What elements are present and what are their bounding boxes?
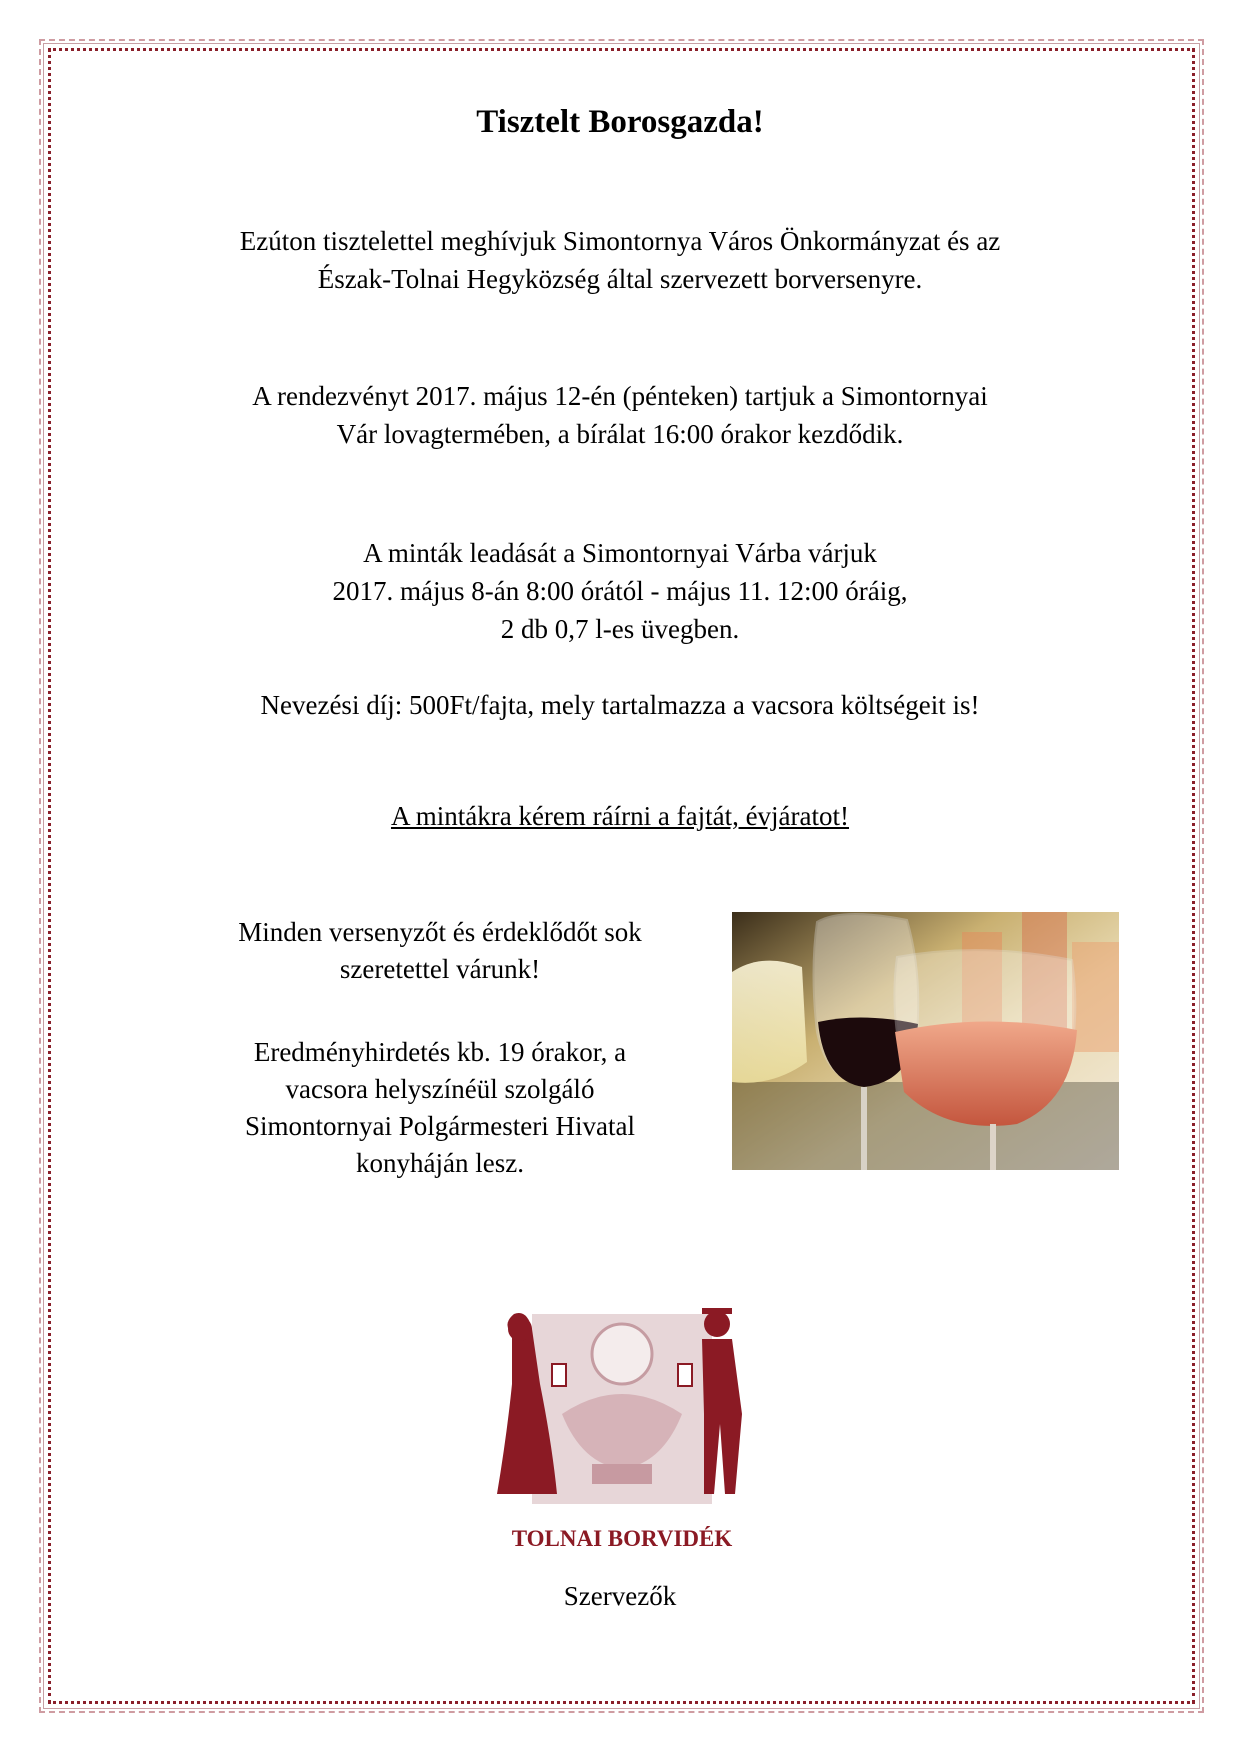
samples-line-3: 2 db 0,7 l-es üvegben. <box>500 614 740 644</box>
welcome-line-1: Minden versenyzőt és érdeklődőt sok <box>238 917 642 947</box>
samples-paragraph <box>0 534 1240 648</box>
fee-line: Nevezési díj: 500Ft/fajta, mely tartalmazza a vacsora költségeit is! <box>260 690 980 720</box>
invite-line-1: Ezúton tisztelettel meghívjuk Simontornya Város Önkormányzat és az <box>239 226 1001 256</box>
tolnai-borvidek-logo <box>492 1294 752 1564</box>
notice-line: A mintákra kérem ráírni a fajtát, évjáratot! <box>390 801 850 831</box>
event-line-2: Vár lovagtermében, a bírálat 16:00 órakor kezdődik. <box>336 419 904 449</box>
notice-paragraph <box>0 797 1240 835</box>
logo-text: TOLNAI BORVIDÉK <box>511 1526 733 1551</box>
page-title: Tisztelt Borosgazda! <box>476 104 764 140</box>
event-line-1: A rendezvényt 2017. május 12-én (pénteken) tartjuk a Simontornyai <box>252 381 988 411</box>
results-line-4: konyháján lesz. <box>356 1148 524 1178</box>
fee-paragraph <box>0 686 1240 724</box>
results-line-1: Eredményhirdetés kb. 19 órakor, a <box>253 1037 627 1067</box>
invite-line-2: Észak-Tolnai Hegyközség által szervezett borversenyre. <box>317 264 923 294</box>
invite-paragraph <box>0 222 1240 298</box>
welcome-line-2: szeretettel várunk! <box>339 954 541 984</box>
wine-glasses-photo <box>732 912 1119 1170</box>
results-paragraph <box>175 1034 705 1182</box>
signature: Szervezők <box>563 1581 677 1611</box>
welcome-paragraph <box>175 914 705 988</box>
event-paragraph <box>0 377 1240 453</box>
samples-line-2: 2017. május 8-án 8:00 órától - május 11. 12:00 óráig, <box>332 576 908 606</box>
samples-line-1: A minták leadását a Simontornyai Várba várjuk <box>363 538 877 568</box>
results-line-3: Simontornyai Polgármesteri Hivatal <box>245 1111 635 1141</box>
results-line-2: vacsora helyszínéül szolgáló <box>285 1074 595 1104</box>
